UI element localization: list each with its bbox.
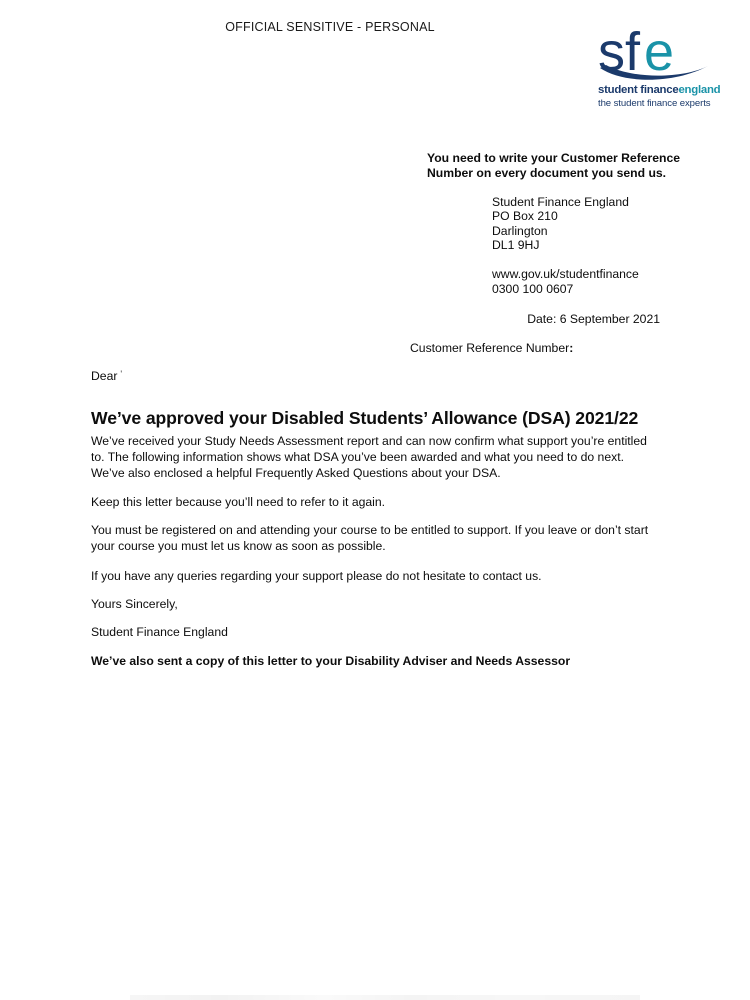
- body-paragraph: Keep this letter because you’ll need to refer to it again.: [91, 495, 386, 510]
- return-address: [492, 195, 629, 252]
- website-url: www.gov.uk/studentfinance: [492, 267, 639, 281]
- sfe-logo: [596, 22, 720, 112]
- crn-label: Customer Reference Number: [410, 341, 570, 355]
- svg-text:e: e: [644, 22, 674, 82]
- salutation: [91, 369, 122, 383]
- address-line: Darlington: [492, 223, 548, 238]
- body-paragraph: If you have any queries regarding your support please do not hesitate to contact us.: [91, 568, 542, 583]
- crn-colon: :: [569, 341, 574, 355]
- svg-text:f: f: [625, 22, 640, 82]
- sign-off: Yours Sincerely,: [91, 596, 178, 611]
- sender-name: Student Finance England: [91, 624, 228, 639]
- body-paragraph: You must be registered on and attending your course to be entitled to support. If you leave or don’t start your course you must let us know as soon as possible.: [91, 523, 649, 554]
- wordmark-accent: england: [678, 84, 721, 96]
- letter-headline: We’ve approved your Disabled Students’ Allowance (DSA) 2021/22: [91, 407, 639, 428]
- address-line: DL1 9HJ: [492, 237, 540, 252]
- scan-edge-artifact: [130, 995, 640, 1000]
- address-line: PO Box 210: [492, 209, 558, 224]
- body-paragraph: We’ve received your Study Needs Assessment report and can now confirm what support you’re entitled to. The following information shows what DSA you’ve been awarded and what you need to do next. We’ve also enclosed a helpful Frequently Asked Questions about your DSA.: [91, 434, 647, 481]
- customer-reference-notice: You need to write your Customer Reference Number on every document you send us.: [427, 151, 681, 180]
- customer-reference-number-line: [410, 341, 573, 355]
- address-line: Student Finance England: [492, 195, 629, 209]
- salutation-text: Dear: [91, 369, 118, 383]
- sfe-tagline: the student finance experts: [598, 98, 711, 110]
- svg-text:s: s: [598, 22, 624, 82]
- classification-label: OFFICIAL SENSITIVE - PERSONAL: [225, 20, 435, 34]
- contact-details: [492, 267, 639, 296]
- copy-notice: We’ve also sent a copy of this letter to your Disability Adviser and Needs Assessor: [91, 653, 571, 668]
- phone-number: 0300 100 0607: [492, 281, 574, 296]
- sfe-logo-mark: [596, 22, 720, 84]
- sfe-wordmark: [598, 84, 720, 109]
- wordmark-primary: student finance: [598, 84, 679, 96]
- letter-date: Date: 6 September 2021: [527, 312, 660, 326]
- sfe-wordmark-line: [598, 84, 720, 97]
- letter-body: [91, 433, 657, 669]
- redacted-name: ': [120, 369, 123, 379]
